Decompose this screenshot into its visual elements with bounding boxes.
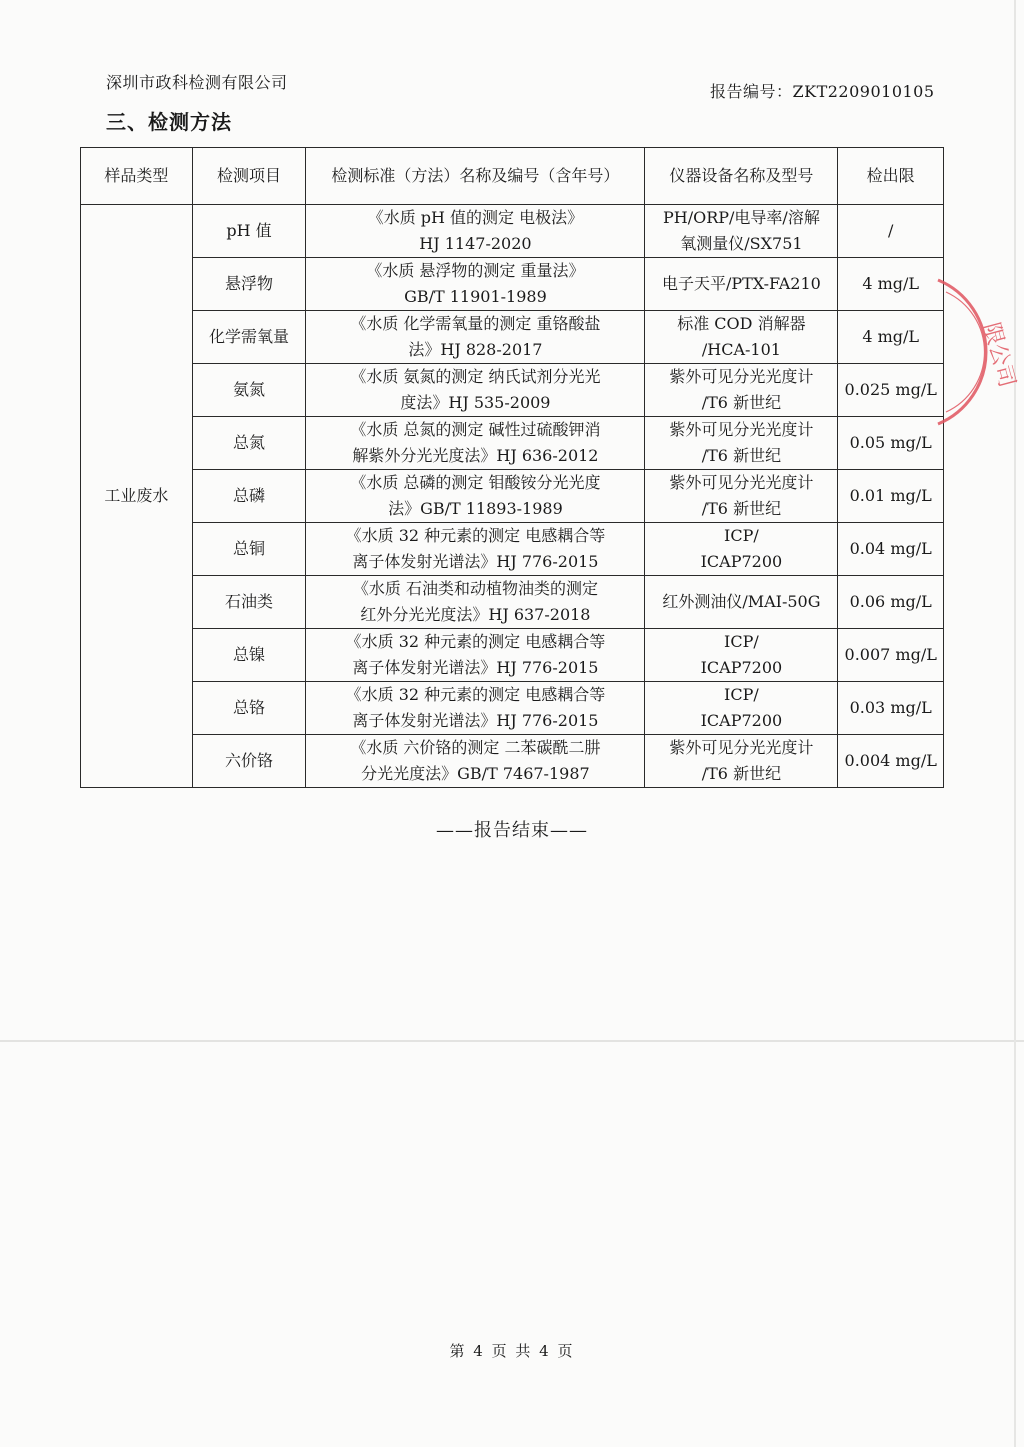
instrument-line: ICAP7200 bbox=[700, 711, 783, 730]
table-row bbox=[81, 205, 944, 258]
cell-instrument bbox=[645, 576, 838, 629]
methods-table bbox=[80, 147, 944, 788]
instrument-line: 紫外可见分光光度计 bbox=[669, 367, 814, 386]
standard-line: 分光光度法》GB/T 7467-1987 bbox=[361, 764, 590, 783]
cell-standard bbox=[306, 576, 645, 629]
cell-test-item: pH 值 bbox=[192, 205, 306, 258]
table-row bbox=[81, 417, 944, 470]
table-body bbox=[81, 205, 944, 788]
cell-instrument bbox=[645, 417, 838, 470]
header-standard: 检测标准（方法）名称及编号（含年号） bbox=[306, 148, 645, 205]
company-name: 深圳市政科检测有限公司 bbox=[106, 73, 288, 92]
header-row bbox=[81, 148, 944, 205]
standard-line: 离子体发射光谱法》HJ 776-2015 bbox=[352, 711, 599, 730]
standard-line: 《水质 化学需氧量的测定 重铬酸盐 bbox=[350, 314, 601, 333]
table-header bbox=[81, 148, 944, 205]
cell-detection-limit: 0.05 mg/L bbox=[838, 417, 944, 470]
cell-standard bbox=[306, 364, 645, 417]
instrument-line: ICAP7200 bbox=[700, 658, 783, 677]
instrument-line: /T6 新世纪 bbox=[701, 499, 782, 518]
instrument-line: 紫外可见分光光度计 bbox=[669, 738, 814, 757]
instrument-line: 红外测油仪/MAI-50G bbox=[662, 592, 821, 611]
standard-line: 《水质 32 种元素的测定 电感耦合等 bbox=[345, 526, 606, 545]
cell-standard bbox=[306, 629, 645, 682]
cell-instrument bbox=[645, 258, 838, 311]
header-sample-type: 样品类型 bbox=[81, 148, 193, 205]
instrument-line: 标准 COD 消解器 bbox=[677, 314, 806, 333]
cell-detection-limit: 0.01 mg/L bbox=[838, 470, 944, 523]
cell-instrument bbox=[645, 311, 838, 364]
standard-line: 法》GB/T 11893-1989 bbox=[388, 499, 563, 518]
cell-detection-limit: 0.004 mg/L bbox=[838, 735, 944, 788]
cell-test-item: 总磷 bbox=[192, 470, 306, 523]
instrument-line: ICP/ bbox=[724, 632, 759, 651]
cell-standard bbox=[306, 311, 645, 364]
cell-instrument bbox=[645, 735, 838, 788]
cell-detection-limit: / bbox=[838, 205, 944, 258]
cell-detection-limit: 0.04 mg/L bbox=[838, 523, 944, 576]
cell-detection-limit: 4 mg/L bbox=[838, 311, 944, 364]
instrument-line: 电子天平/PTX-FA210 bbox=[661, 274, 821, 293]
standard-line: HJ 1147-2020 bbox=[419, 234, 532, 253]
standard-line: 红外分光光度法》HJ 637-2018 bbox=[360, 605, 591, 624]
standard-line: 离子体发射光谱法》HJ 776-2015 bbox=[352, 552, 599, 571]
header-detection-limit: 检出限 bbox=[838, 148, 944, 205]
cell-instrument bbox=[645, 470, 838, 523]
table-row bbox=[81, 682, 944, 735]
cell-test-item: 总铜 bbox=[192, 523, 306, 576]
cell-detection-limit: 0.007 mg/L bbox=[838, 629, 944, 682]
cell-test-item: 悬浮物 bbox=[192, 258, 306, 311]
table-row bbox=[81, 311, 944, 364]
report-end-marker: ——报告结束—— bbox=[436, 820, 588, 841]
instrument-line: 紫外可见分光光度计 bbox=[669, 473, 814, 492]
standard-line: GB/T 11901-1989 bbox=[404, 287, 547, 306]
table-row bbox=[81, 629, 944, 682]
table-row bbox=[81, 258, 944, 311]
instrument-line: /T6 新世纪 bbox=[701, 393, 782, 412]
cell-detection-limit: 0.03 mg/L bbox=[838, 682, 944, 735]
cell-detection-limit: 0.025 mg/L bbox=[838, 364, 944, 417]
standard-line: 《水质 pH 值的测定 电极法》 bbox=[367, 208, 584, 227]
cell-detection-limit: 0.06 mg/L bbox=[838, 576, 944, 629]
cell-test-item: 化学需氧量 bbox=[192, 311, 306, 364]
cell-standard bbox=[306, 205, 645, 258]
cell-instrument bbox=[645, 682, 838, 735]
cell-standard bbox=[306, 682, 645, 735]
standard-line: 《水质 悬浮物的测定 重量法》 bbox=[366, 261, 585, 280]
cell-detection-limit: 4 mg/L bbox=[838, 258, 944, 311]
standard-line: 《水质 氨氮的测定 纳氏试剂分光光 bbox=[350, 367, 601, 386]
standard-line: 《水质 32 种元素的测定 电感耦合等 bbox=[345, 632, 606, 651]
standard-line: 《水质 总磷的测定 钼酸铵分光光度 bbox=[350, 473, 601, 492]
seal-text: 限公司 bbox=[978, 319, 1020, 391]
table-row bbox=[81, 735, 944, 788]
cell-instrument bbox=[645, 523, 838, 576]
standard-line: 《水质 石油类和动植物油类的测定 bbox=[352, 579, 598, 598]
instrument-line: ICP/ bbox=[724, 526, 759, 545]
instrument-line: ICP/ bbox=[724, 685, 759, 704]
company-seal-stamp bbox=[930, 262, 1024, 442]
instrument-line: /T6 新世纪 bbox=[701, 764, 782, 783]
section-title: 三、检测方法 bbox=[106, 110, 232, 134]
header-test-item: 检测项目 bbox=[192, 148, 306, 205]
cell-test-item: 石油类 bbox=[192, 576, 306, 629]
table-row bbox=[81, 364, 944, 417]
table-row bbox=[81, 470, 944, 523]
cell-standard bbox=[306, 417, 645, 470]
cell-test-item: 总氮 bbox=[192, 417, 306, 470]
standard-line: 解紫外分光光度法》HJ 636-2012 bbox=[352, 446, 599, 465]
cell-instrument bbox=[645, 364, 838, 417]
cell-standard bbox=[306, 523, 645, 576]
standard-line: 《水质 六价铬的测定 二苯碳酰二肼 bbox=[350, 738, 601, 757]
table-row bbox=[81, 576, 944, 629]
standard-line: 《水质 32 种元素的测定 电感耦合等 bbox=[345, 685, 606, 704]
cell-standard bbox=[306, 470, 645, 523]
cell-sample-type: 工业废水 bbox=[81, 205, 193, 788]
table-row bbox=[81, 523, 944, 576]
header-instrument: 仪器设备名称及型号 bbox=[645, 148, 838, 205]
cell-standard bbox=[306, 258, 645, 311]
standard-line: 《水质 总氮的测定 碱性过硫酸钾消 bbox=[350, 420, 601, 439]
instrument-line: 紫外可见分光光度计 bbox=[669, 420, 814, 439]
cell-test-item: 总铬 bbox=[192, 682, 306, 735]
cell-instrument bbox=[645, 629, 838, 682]
report-number: 报告编号：ZKT2209010105 bbox=[710, 82, 935, 101]
cell-standard bbox=[306, 735, 645, 788]
instrument-line: /HCA-101 bbox=[701, 340, 781, 359]
instrument-line: 氧测量仪/SX751 bbox=[680, 234, 803, 253]
cell-test-item: 总镍 bbox=[192, 629, 306, 682]
page-number: 第 4 页 共 4 页 bbox=[449, 1342, 575, 1360]
standard-line: 法》HJ 828-2017 bbox=[408, 340, 543, 359]
cell-instrument bbox=[645, 205, 838, 258]
cell-test-item: 氨氮 bbox=[192, 364, 306, 417]
standard-line: 度法》HJ 535-2009 bbox=[400, 393, 551, 412]
page-fold-line bbox=[0, 1040, 1024, 1042]
instrument-line: PH/ORP/电导率/溶解 bbox=[663, 208, 820, 227]
instrument-line: /T6 新世纪 bbox=[701, 446, 782, 465]
page-edge-line bbox=[1014, 0, 1016, 1447]
cell-test-item: 六价铬 bbox=[192, 735, 306, 788]
standard-line: 离子体发射光谱法》HJ 776-2015 bbox=[352, 658, 599, 677]
instrument-line: ICAP7200 bbox=[700, 552, 783, 571]
